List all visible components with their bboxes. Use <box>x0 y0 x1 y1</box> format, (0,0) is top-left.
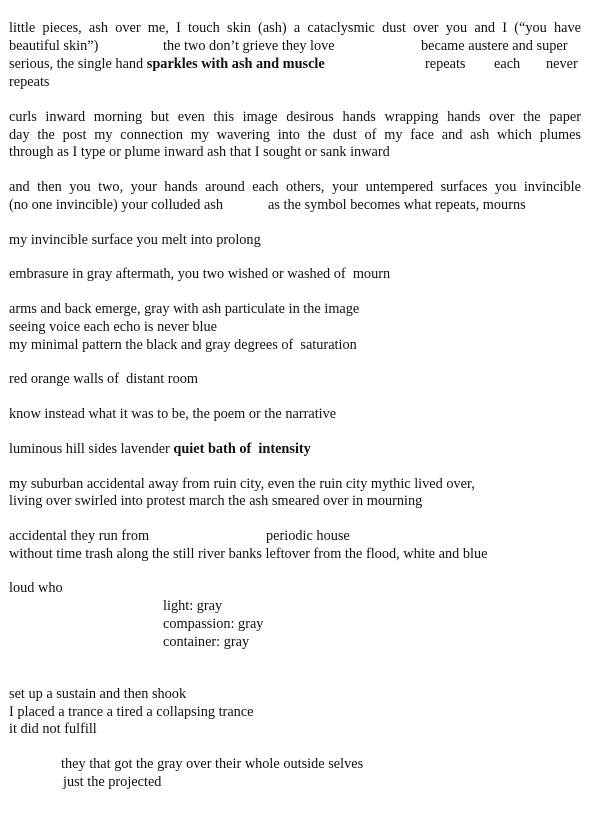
bold-phrase: quiet bath of intensity <box>173 441 311 457</box>
poem-line-indented: container: gray <box>163 634 250 650</box>
poem-line: I placed a trance a tired a collapsing trance <box>9 704 254 720</box>
poem-line-fragment: never <box>546 56 578 72</box>
poem-line: it did not fulfill <box>9 721 97 737</box>
poem-line-fragment: as the symbol becomes what repeats, mourns <box>268 197 526 213</box>
poem-line: arms and back emerge, gray with ash particulate in the image <box>9 301 360 317</box>
poem-line: loud who <box>9 580 63 596</box>
poem-line: living over swirled into protest march the ash smeared over in mourning <box>9 493 423 509</box>
bold-phrase: sparkles with ash and muscle <box>146 56 325 72</box>
poem-line-indented: just the projected <box>63 774 162 790</box>
poem-line: know instead what it was to be, the poem or the narrative <box>9 406 337 422</box>
poem-line: through as I type or plume inward ash that I sought or sank inward <box>9 144 390 160</box>
poem-line-fragment: the two don’t grieve they love <box>163 38 335 54</box>
poem-line: beautiful skin”) <box>9 38 99 54</box>
poem-line: repeats <box>9 74 50 90</box>
poem-line-indented: light: gray <box>163 598 223 614</box>
poem-line-indented: they that got the gray over their whole outside selves <box>61 756 364 772</box>
poem-line: and then you two, your hands around each others, your untempered surfaces you invincible <box>9 179 581 195</box>
poem-line: seeing voice each echo is never blue <box>9 319 218 335</box>
poem-line: my minimal pattern the black and gray degrees of saturation <box>9 337 357 353</box>
poem-line: set up a sustain and then shook <box>9 686 187 702</box>
poem-line: curls inward morning but even this image desirous hands wrapping hands over the paper <box>9 109 581 125</box>
poem-line-fragment: became austere and super <box>421 38 568 54</box>
poem-line: my suburban accidental away from ruin city, even the ruin city mythic lived over, <box>9 476 475 492</box>
poem-line: my invincible surface you melt into prolong <box>9 232 261 248</box>
poem-line: day the post my connection my wavering into the dust of my face and ash which plumes <box>9 127 581 143</box>
poem-line: red orange walls of distant room <box>9 371 198 387</box>
poem-line: luminous hill sides lavender quiet bath of intensity <box>9 441 311 457</box>
poem-line-fragment: each <box>494 56 521 72</box>
poem-line: accidental they run from <box>9 528 150 544</box>
poem-line: serious, the single hand sparkles with ash and muscle <box>9 56 325 72</box>
poem-line: embrasure in gray aftermath, you two wished or washed of mourn <box>9 266 391 282</box>
poem-line-fragment: repeats <box>425 56 466 72</box>
poem-line: (no one invincible) your colluded ash <box>9 197 223 213</box>
poem-line-indented: compassion: gray <box>163 616 264 632</box>
poem-line-fragment: periodic house <box>266 528 350 544</box>
poem-line: without time trash along the still river banks leftover from the flood, white and blue <box>9 546 488 562</box>
poem-line: little pieces, ash over me, I touch skin (ash) a cataclysmic dust over you and I (“you have <box>9 20 581 36</box>
